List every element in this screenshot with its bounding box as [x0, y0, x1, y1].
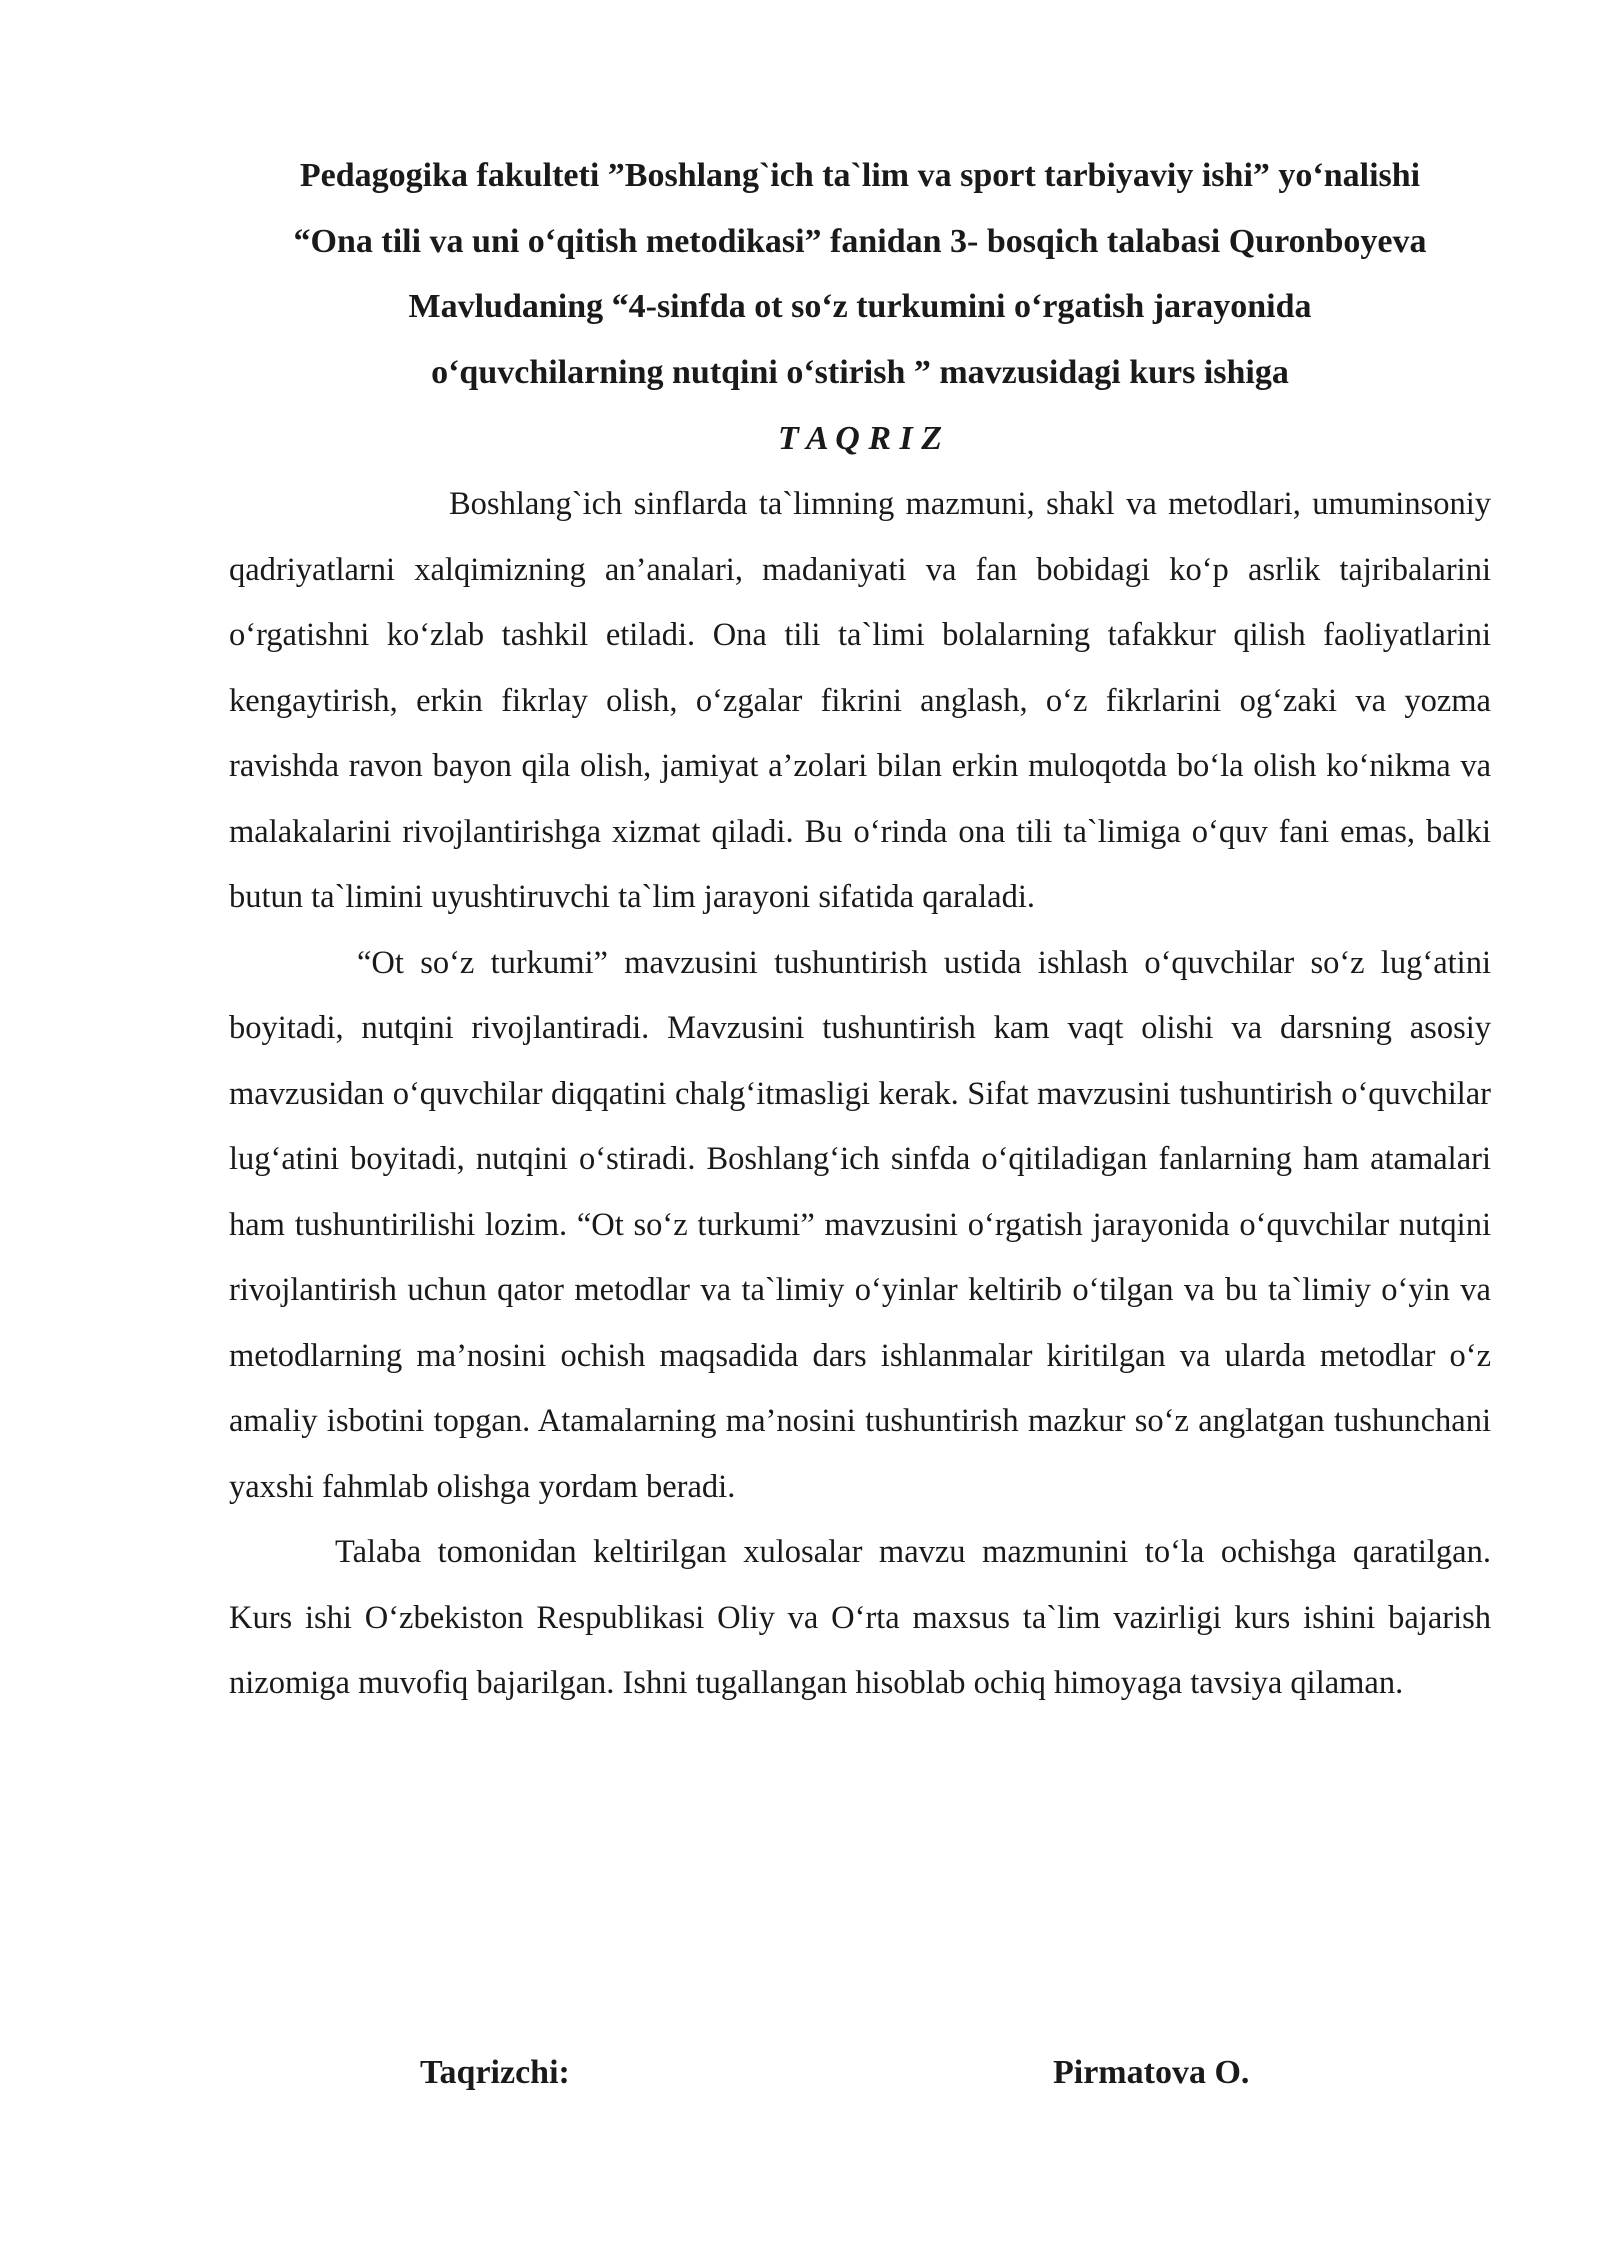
header-line: “Ona tili va uni o‘qitish metodikasi” fanidan 3- bosqich talabasi Quronboyeva — [293, 222, 1427, 260]
header-line: o‘quvchilarning nutqini o‘stirish ” mavzusidagi kurs ishiga — [431, 353, 1289, 391]
document-title: T A Q R I Z — [777, 420, 943, 457]
header-line: Mavludaning “4-sinfda ot so‘z turkumini o‘rgatish jarayonida — [408, 288, 1312, 325]
document-body — [229, 472, 1491, 1717]
document-header — [225, 143, 1495, 405]
reviewer-label: Taqrizchi: — [420, 2054, 570, 2091]
body-paragraph: Talaba tomonidan keltirilgan xulosalar mavzu mazmunini to‘la ochishga qaratilgan. Kurs ishi O‘zbekiston Respublikasi Oliy va O‘rta maxsus ta`lim vazirligi kurs ishini bajarish nizomiga muvofiq bajarilgan. Ishni tugallangan hisoblab ochiq himoyaga tavsiya qilaman. — [229, 1534, 1491, 1701]
body-paragraph: “Ot so‘z turkumi” mavzusini tushuntirish ustida ishlash o‘quvchilar so‘z lug‘atini boyitadi, nutqini rivojlantiradi. Mavzusini tushuntirish kam vaqt olishi va darsning asosiy mavzusidan o‘quvchilar diqqatini chalg‘itmasligi kerak. Sifat mavzusini tushuntirish o‘quvchilar lug‘atini boyitadi, nutqini o‘stiradi. Boshlang‘ich sinfda o‘qitiladigan fanlarning ham atamalari ham tushuntirilishi lozim. “Ot so‘z turkumi” mavzusini o‘rgatish jarayonida o‘quvchilar nutqini rivojlantirish uchun qator metodlar va ta`limiy o‘yinlar keltirib o‘tilgan va bu ta`limiy o‘yin va metodlarning ma’nosini ochish maqsadida dars ishlanmalar kiritilgan va ularda metodlar o‘z amaliy isbotini topgan. Atamalarning ma’nosini tushuntirish mazkur so‘z anglatgan tushunchani yaxshi fahmlab olishga yordam beradi. — [229, 944, 1491, 1505]
body-paragraph: Boshlang`ich sinflarda ta`limning mazmuni, shakl va metodlari, umuminsoniy qadriyatlarni xalqimizning an’analari, madaniyati va fan bobidagi ko‘p asrlik tajribalarini o‘rgatishni ko‘zlab tashkil etiladi. Ona tili ta`limi bolalarning tafakkur qilish faoliyatlarini kengaytirish, erkin fikrlay olish, o‘zgalar fikrini anglash, o‘z fikrlarini og‘zaki va yozma ravishda ravon bayon qila olish, jamiyat a’zolari bilan erkin muloqotda bo‘la olish ko‘nikma va malakalarini rivojlantirishga xizmat qiladi. Bu o‘rinda ona tili ta`limiga o‘quv fani emas, balki butun ta`limini uyushtiruvchi ta`lim jarayoni sifatida qaraladi. — [229, 486, 1491, 915]
header-line: Pedagogika fakulteti ”Boshlang`ich ta`lim va sport tarbiyaviy ishi” yo‘nalishi — [299, 157, 1421, 194]
reviewer-name: Pirmatova O. — [1053, 2054, 1250, 2091]
